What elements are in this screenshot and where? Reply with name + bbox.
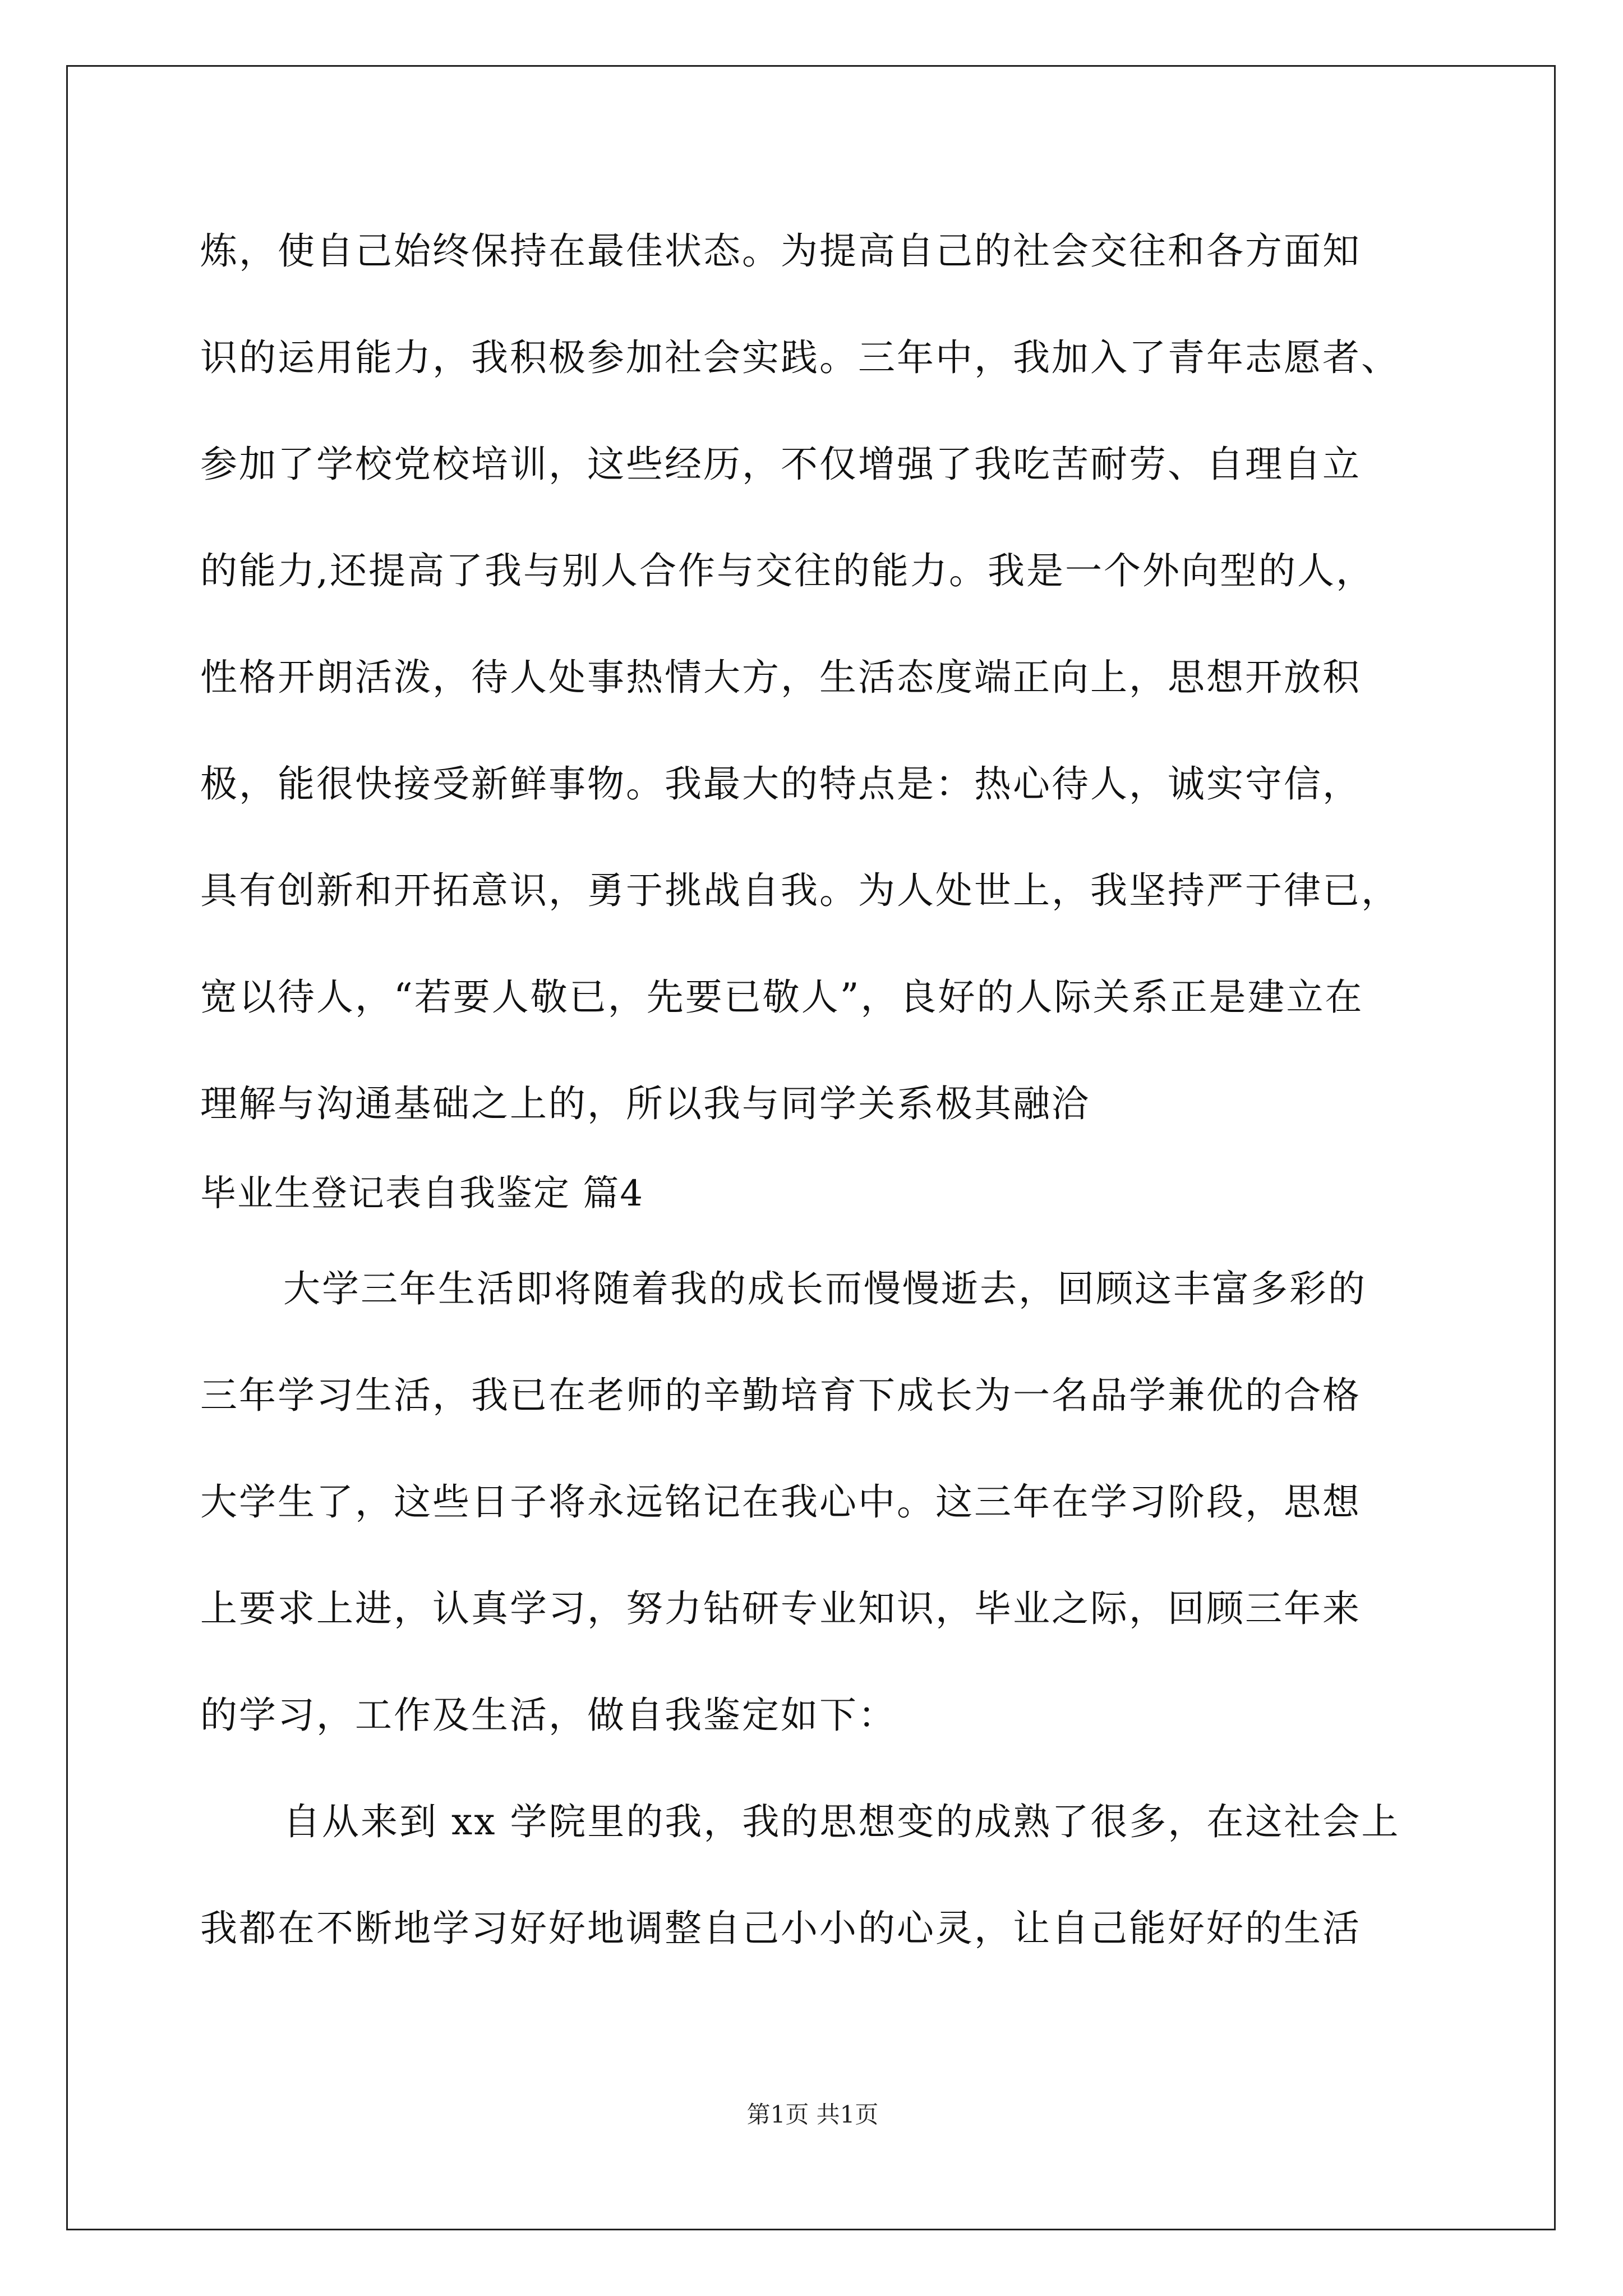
body-text-line: 大学三年生活即将随着我的成长而慢慢逝去，回顾这丰富多彩的	[283, 1267, 1367, 1310]
body-text-line: 宽以待人，“若要人敬已，先要已敬人”，良好的人际关系正是建立在	[200, 976, 1364, 1019]
body-text-line: 炼，使自己始终保持在最佳状态。为提高自己的社会交往和各方面知	[200, 229, 1361, 273]
body-text-line: 极，能很快接受新鲜事物。我最大的特点是：热心待人，诚实守信，	[200, 762, 1361, 806]
body-text-line: 性格开朗活泼，待人处事热情大方，生活态度端正向上，思想开放积	[200, 656, 1361, 699]
body-text-line: 具有创新和开拓意识，勇于挑战自我。为人处世上，我坚持严于律已，	[200, 869, 1400, 912]
body-text-line: 自从来到 xx 学院里的我，我的思想变的成熟了很多，在这社会上	[283, 1800, 1400, 1843]
page-number-footer: 第1页 共1页	[746, 2101, 879, 2128]
page-frame	[66, 65, 1556, 2230]
body-text-line: 理解与沟通基础之上的，所以我与同学关系极其融洽	[200, 1082, 1090, 1125]
body-text-line: 我都在不断地学习好好地调整自己小小的心灵，让自己能好好的生活	[200, 1907, 1361, 1950]
body-text-line: 三年学习生活，我已在老师的辛勤培育下成长为一名品学兼优的合格	[200, 1374, 1361, 1417]
body-text-line: 参加了学校党校培训，这些经历，不仅增强了我吃苦耐劳、自理自立	[200, 443, 1361, 486]
body-text-line: 的学习，工作及生活，做自我鉴定如下：	[200, 1694, 897, 1737]
body-text-line: 识的运用能力，我积极参加社会实践。三年中，我加入了青年志愿者、	[200, 336, 1400, 379]
body-text-line: 的能力,还提高了我与别人合作与交往的能力。我是一个外向型的人，	[200, 549, 1375, 592]
body-text-line: 大学生了，这些日子将永远铭记在我心中。这三年在学习阶段，思想	[200, 1480, 1361, 1524]
body-text-line: 上要求上进，认真学习，努力钻研专业知识，毕业之际，回顾三年来	[200, 1587, 1361, 1630]
section-heading: 毕业生登记表自我鉴定 篇4	[200, 1173, 644, 1214]
